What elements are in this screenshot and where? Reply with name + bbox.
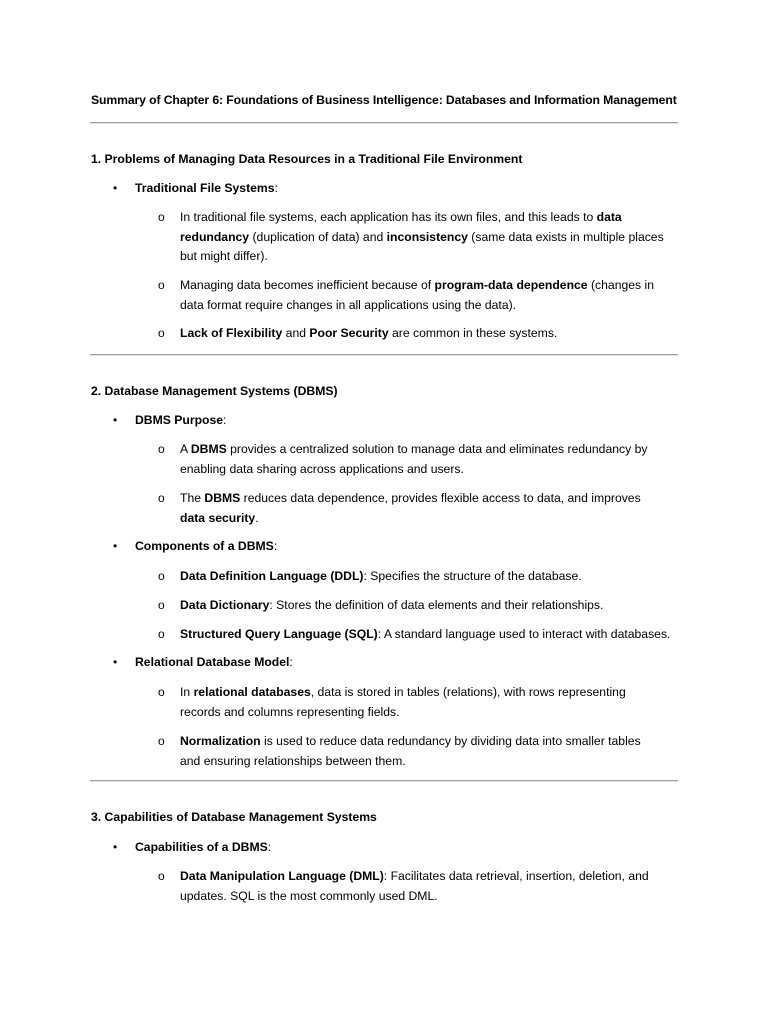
horizontal-rule xyxy=(90,122,678,124)
section-heading-1: 1. Problems of Managing Data Resources in a Traditional File Environment xyxy=(91,152,523,166)
sub-item-text: Normalization is used to reduce data redundancy by dividing data into smaller tables and ensuring relationships between them. xyxy=(180,734,641,768)
sub-marker: o xyxy=(158,491,165,505)
sub-item xyxy=(158,625,678,645)
sub-item-text: A DBMS provides a centralized solution to manage data and eliminates redundancy by enabling data sharing across applications and users. xyxy=(180,442,648,476)
horizontal-rule xyxy=(90,354,678,356)
sub-marker: o xyxy=(158,685,165,699)
sub-marker: o xyxy=(158,569,165,583)
document-title: Summary of Chapter 6: Foundations of Business Intelligence: Databases and Information Management xyxy=(91,93,677,107)
sub-item xyxy=(158,732,678,772)
sub-marker: o xyxy=(158,278,165,292)
bullet-label: Capabilities of a DBMS xyxy=(135,840,268,854)
section-heading-3: 3. Capabilities of Database Management Systems xyxy=(91,810,377,824)
sub-marker: o xyxy=(158,326,165,340)
sub-item xyxy=(158,596,678,616)
bullet-marker: • xyxy=(113,655,118,669)
sub-item-text: Data Manipulation Language (DML): Facilitates data retrieval, insertion, deletion, and updates. SQL is the most commonly used DML. xyxy=(180,869,649,903)
sub-item-text: Data Dictionary: Stores the definition of data elements and their relationships. xyxy=(180,598,604,612)
bullet-marker: • xyxy=(113,181,118,195)
sub-item-text: Lack of Flexibility and Poor Security are common in these systems. xyxy=(180,326,558,340)
sub-marker: o xyxy=(158,734,165,748)
bullet-label: DBMS Purpose xyxy=(135,413,224,427)
sub-item-text: Data Definition Language (DDL): Specifies the structure of the database. xyxy=(180,569,582,583)
horizontal-rule xyxy=(90,780,678,782)
bullet-label: Relational Database Model xyxy=(135,655,290,669)
sub-item xyxy=(158,683,678,723)
sub-item-text: In relational databases, data is stored in tables (relations), with rows representing records and columns representing fields. xyxy=(180,685,626,719)
sub-marker: o xyxy=(158,627,165,641)
sub-item-text: Structured Query Language (SQL): A standard language used to interact with databases. xyxy=(180,627,671,641)
sub-item xyxy=(158,276,678,316)
sub-marker: o xyxy=(158,442,165,456)
bullet-label: Traditional File Systems xyxy=(135,181,275,195)
bullet-marker: • xyxy=(113,413,118,427)
sub-marker: o xyxy=(158,869,165,883)
bullet-label: Components of a DBMS xyxy=(135,539,274,553)
sub-marker: o xyxy=(158,598,165,612)
sub-item-text: The DBMS reduces data dependence, provides flexible access to data, and improves data security. xyxy=(180,491,641,525)
sub-marker: o xyxy=(158,210,165,224)
sub-item xyxy=(158,567,678,587)
sub-item xyxy=(158,440,678,480)
sub-item xyxy=(158,489,678,529)
bullet-marker: • xyxy=(113,539,118,553)
section-heading-2: 2. Database Management Systems (DBMS) xyxy=(91,384,338,398)
document-page: Summary of Chapter 6: Foundations of Business Intelligence: Databases and Information Management 1. Problems of Managing Data Resources in a Traditional File Environment • Traditional File Systems: o In traditional file systems, each application has its own files, and this leads to data redundancy (duplication of data) and inconsistency (same data exists in multiple places but might differ). o Managing data becomes inefficient because of program-data dependence (changes in data format require changes in all applications using the data). o Lack of Flexibility and Poor Security are common in these systems. 2. Database Management Systems (DBMS) • DBMS Purpose: o A DBMS provides a centralized solution to manage data and eliminates redundancy by enabling data sharing across applications and users. o The DBMS reduces data dependence, provides flexible access to data, and improves data security. • Components of a DBMS: o Data Definition Language (DDL): Specifies the structure of the database. o Data Dictionary: Stores the definition of data elements and their relationships. o Structured Query Language (SQL): A standard language used to interact with databases. • Relational Database Model: o In relational databases, data is stored in tables (relations), with rows representing records and columns representing fields. o Normalization is used to reduce data redundancy by dividing data into smaller tables and ensuring relationships between them. 3. Capabilities of Database Management Systems • Capabilities of a DBMS: o Data Manipulation Language (DML): Facilitates data retrieval, insertion, deletion, and updates. SQL is the most commonly used DML. xyxy=(0,0,768,1024)
bullet-marker: • xyxy=(113,840,118,854)
sub-item xyxy=(158,324,678,344)
sub-item xyxy=(158,867,678,907)
sub-item-text: In traditional file systems, each application has its own files, and this leads to data redundancy (duplication of data) and inconsistency (same data exists in multiple places but might differ). xyxy=(180,210,664,263)
sub-item xyxy=(158,208,678,268)
sub-item-text: Managing data becomes inefficient because of program-data dependence (changes in data format require changes in all applications using the data). xyxy=(180,278,654,312)
